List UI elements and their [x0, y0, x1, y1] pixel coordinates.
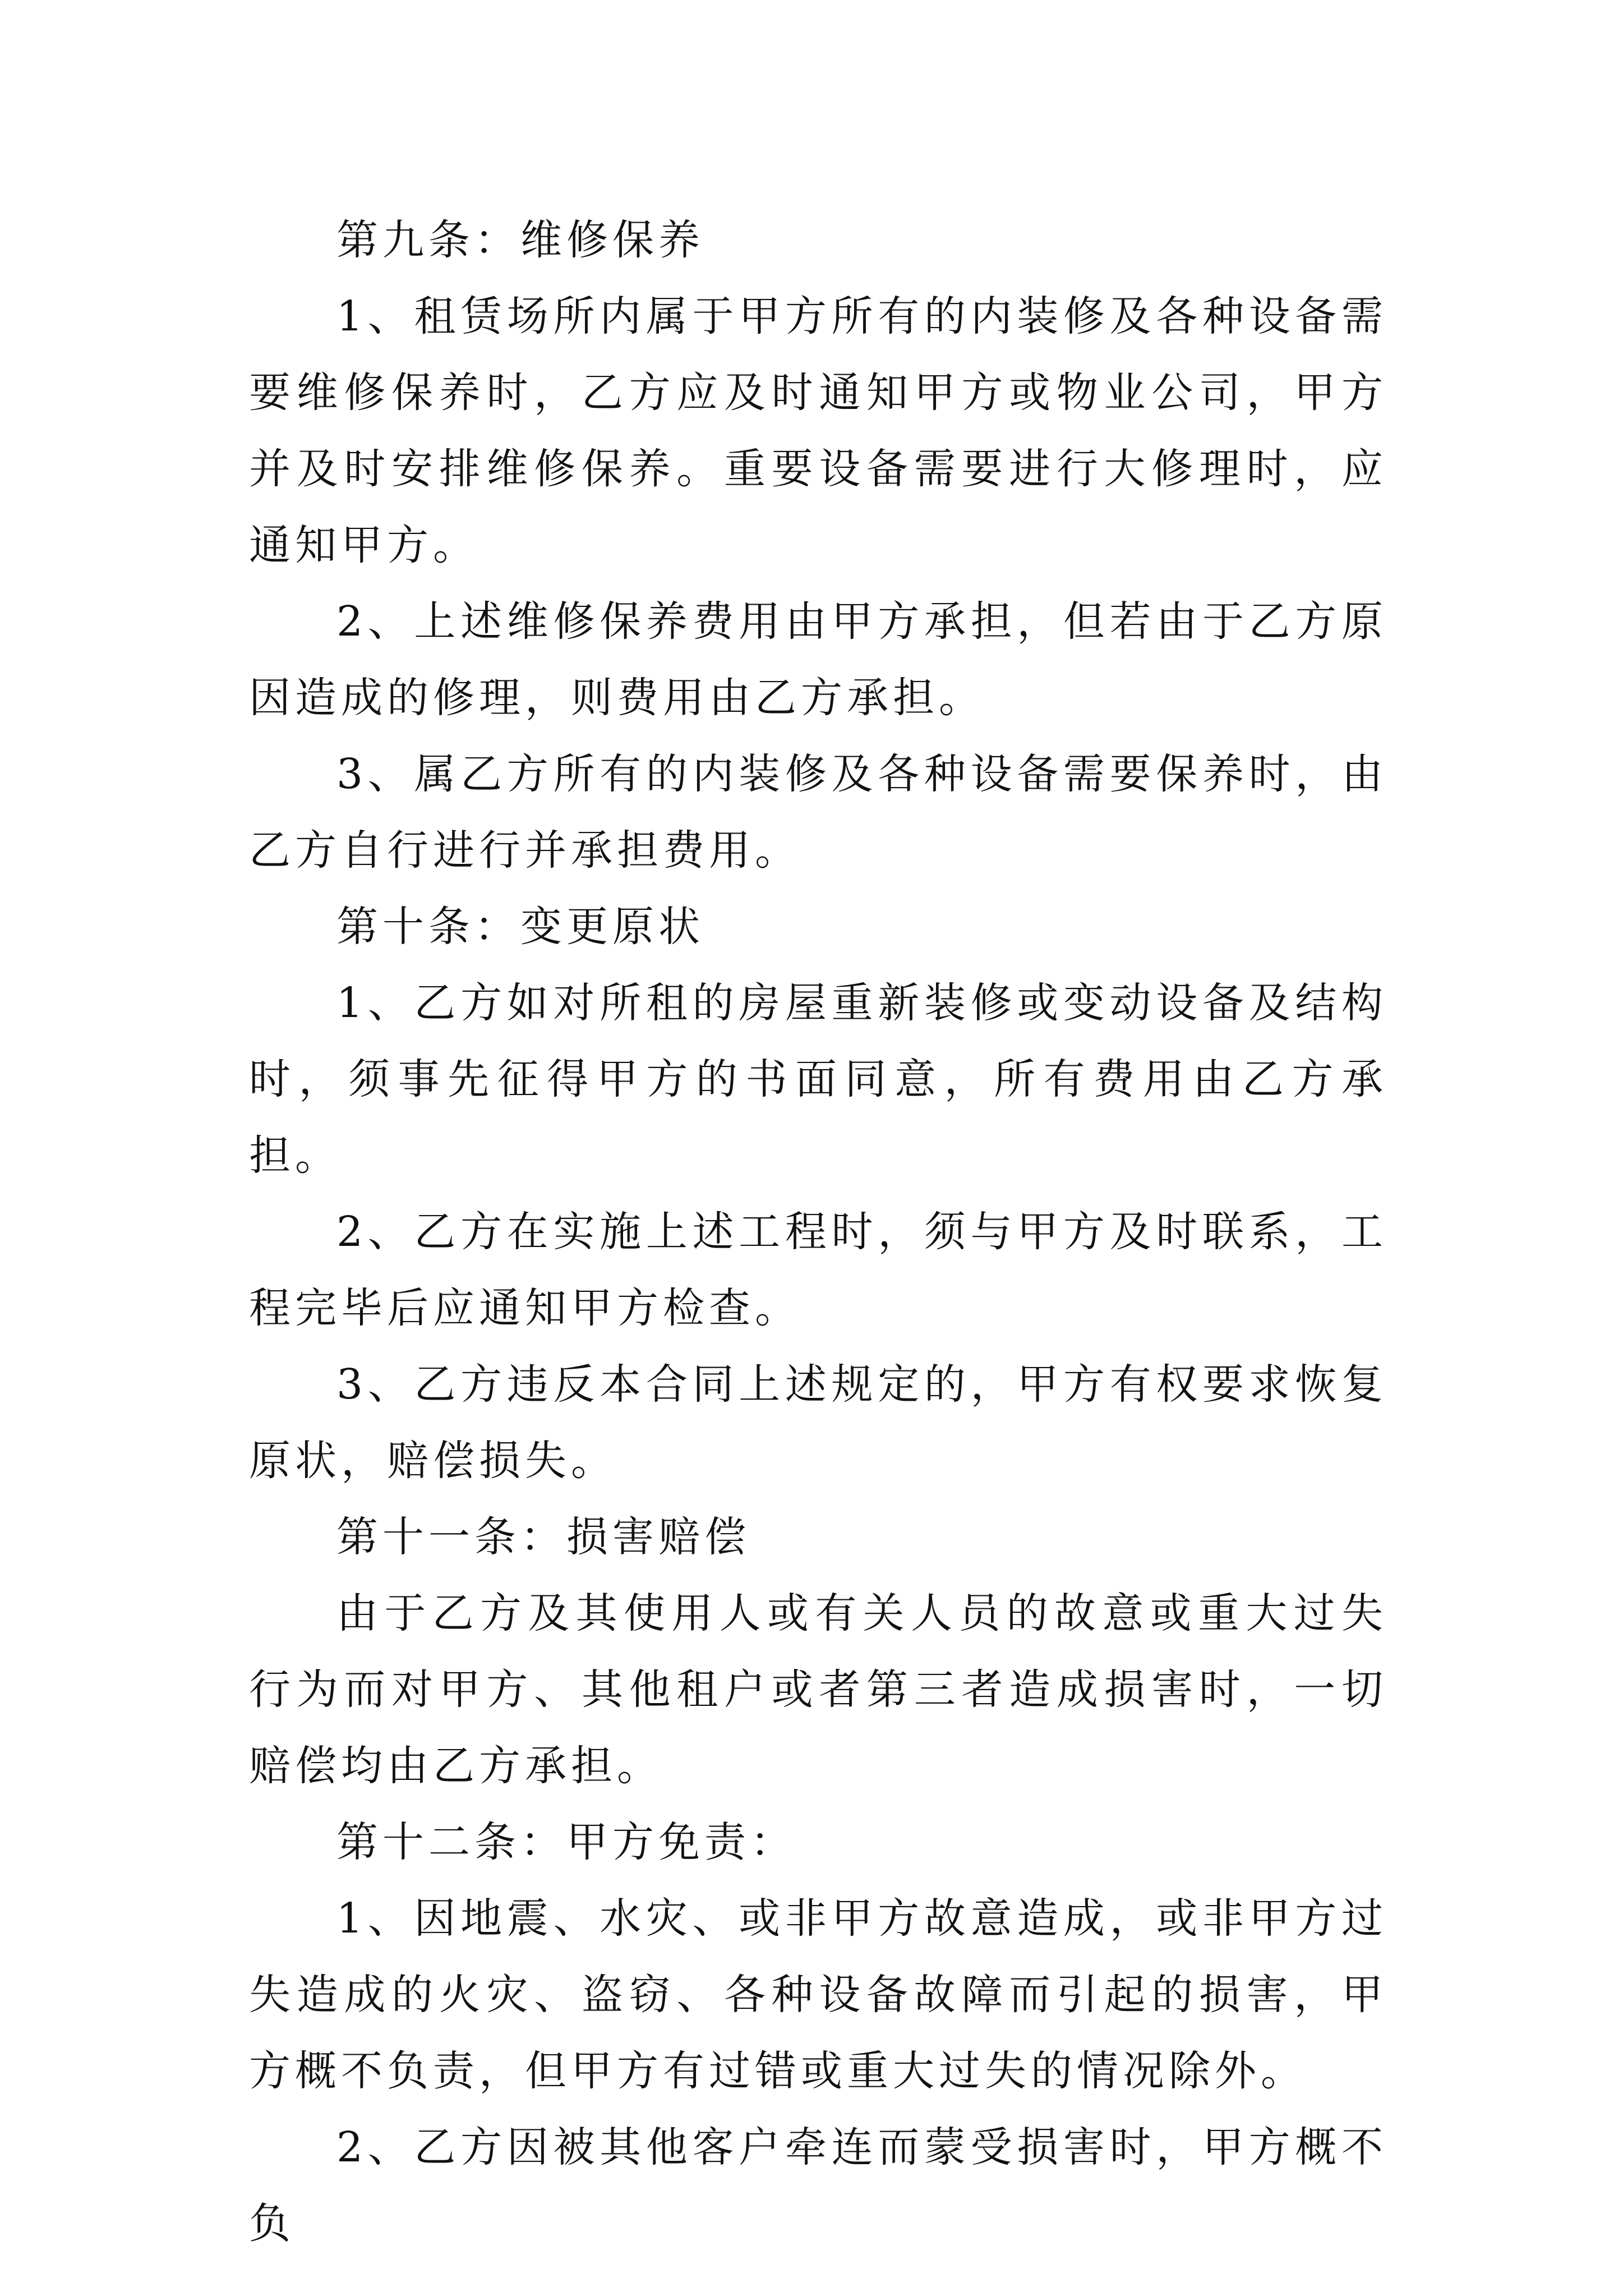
- article-11-heading: 第十一条：损害赔偿: [336, 1513, 750, 1561]
- article-11-body: 由于乙方及其使用人或有关人员的故意或重大过失行为而对甲方、其他租户或者第三者造成损害时，一切赔偿均由乙方承担。: [249, 1589, 1387, 1790]
- article-9-heading: 第九条：维修保养: [336, 216, 704, 264]
- article-12-heading: 第十二条：甲方免责：: [336, 1818, 796, 1866]
- document-body: [249, 202, 1387, 2262]
- article-12-clause-1: 1、因地震、水灾、或非甲方故意造成，或非甲方过失造成的火灾、盗窃、各种设备故障而引起的损害，甲方概不负责，但甲方有过错或重大过失的情况除外。: [249, 1894, 1387, 2095]
- article-10-clause-1: 1、乙方如对所租的房屋重新装修或变动设备及结构时，须事先征得甲方的书面同意，所有费用由乙方承担。: [249, 979, 1387, 1180]
- article-9-clause-1: 1、租赁场所内属于甲方所有的内装修及各种设备需要维修保养时，乙方应及时通知甲方或物业公司，甲方并及时安排维修保养。重要设备需要进行大修理时，应通知甲方。: [249, 292, 1387, 569]
- article-10-clause-3: 3、乙方违反本合同上述规定的，甲方有权要求恢复原状，赔偿损失。: [249, 1360, 1387, 1485]
- article-10-heading: 第十条：变更原状: [336, 903, 704, 951]
- article-10-clause-2: 2、乙方在实施上述工程时，须与甲方及时联系，工程完毕后应通知甲方检查。: [249, 1208, 1387, 1332]
- article-9-clause-2: 2、上述维修保养费用由甲方承担，但若由于乙方原因造成的修理，则费用由乙方承担。: [249, 597, 1387, 722]
- article-9-clause-3: 3、属乙方所有的内装修及各种设备需要保养时，由乙方自行进行并承担费用。: [249, 750, 1387, 875]
- article-12-clause-2: 2、乙方因被其他客户牵连而蒙受损害时，甲方概不负: [249, 2123, 1387, 2248]
